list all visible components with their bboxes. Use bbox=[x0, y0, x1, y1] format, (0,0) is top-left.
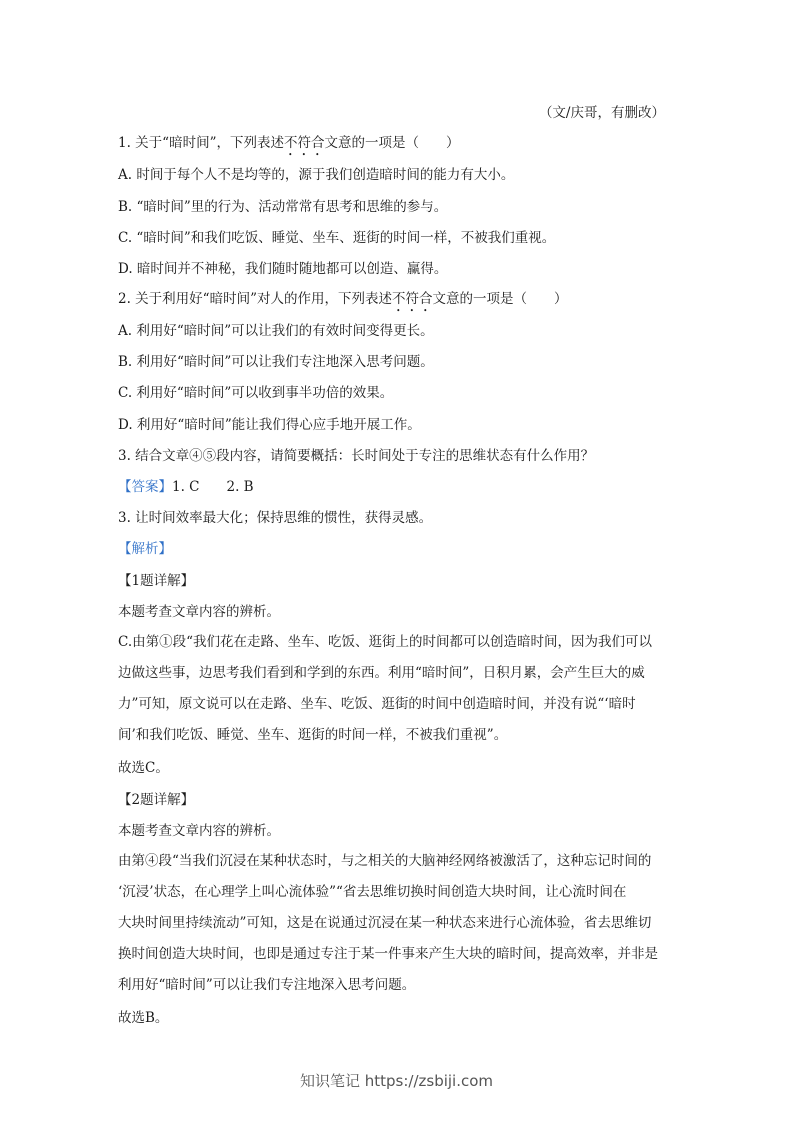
answer-text: 1. C 2. B bbox=[172, 479, 254, 495]
emphasis-not-match: 不符合 bbox=[283, 135, 325, 151]
question-1-stem: 1. 关于“暗时间”，下列表述不符合文意的一项是（ ） bbox=[118, 135, 460, 151]
question-2-stem: 2. 关于利用好“暗时间”对人的作用，下列表述不符合文意的一项是（ ） bbox=[118, 291, 568, 307]
q2-option-c: C. 利用好“暗时间”可以收到事半功倍的效果。 bbox=[118, 385, 394, 401]
q1-conclusion: 故选C。 bbox=[118, 760, 169, 776]
q1-option-d: D. 暗时间并不神秘，我们随时随地都可以创造、赢得。 bbox=[118, 261, 448, 277]
question-3-stem: 3. 结合文章④⑤段内容，请简要概括：长时间处于专注的思维状态有什么作用？ bbox=[118, 448, 595, 464]
emphasis-not-match: 不符合 bbox=[391, 291, 433, 307]
q1-detail-intro: 本题考查文章内容的辨析。 bbox=[118, 604, 280, 620]
q1-option-b: B. “暗时间”里的行为、活动常常有思考和思维的参与。 bbox=[118, 199, 448, 215]
paragraph-line: ‘沉浸’状态，在心理学上叫心流体验”“省去思维切换时间创造大块时间，让心流时间在 bbox=[118, 884, 627, 900]
q1-option-c: C. “暗时间”和我们吃饭、睡觉、坐车、逛街的时间一样，不被我们重视。 bbox=[118, 230, 556, 246]
paragraph-line: 换时间创造大块时间，也即是通过专注于某一件事来产生大块的暗时间，提高效率，并非是 bbox=[118, 946, 658, 962]
source-attribution: （文/庆哥，有删改） bbox=[538, 105, 665, 121]
q1-option-a: A. 时间于每个人不是均等的，源于我们创造暗时间的能力有大小。 bbox=[118, 167, 515, 183]
paragraph-line: 利用好“暗时间”可以让我们专注地深入思考问题。 bbox=[118, 977, 416, 993]
paragraph-line: 力”可知，原文说可以在走路、坐车、吃饭、逛街的时间中创造暗时间，并没有说“‘暗时 bbox=[118, 696, 636, 712]
paragraph-line: 间’和我们吃饭、睡觉、坐车、逛街的时间一样，不被我们重视”。 bbox=[118, 727, 508, 743]
paragraph-line: C.由第①段“我们花在走路、坐车、吃饭、逛街上的时间都可以创造暗时间，因为我们可以 bbox=[118, 634, 653, 650]
answer-tag: 【答案】 bbox=[118, 479, 172, 495]
q1-detail-paragraph bbox=[118, 627, 678, 751]
answer-line bbox=[118, 478, 254, 496]
footer-watermark: 知识笔记 https://zsbiji.com bbox=[299, 1072, 494, 1090]
q1-detail-heading: 【1题详解】 bbox=[118, 573, 195, 589]
q2-detail-paragraph bbox=[118, 846, 678, 1001]
paragraph-line: 边做这些事，边思考我们看到和学到的东西。利用“暗时间”，日积月累，会产生巨大的威 bbox=[118, 665, 645, 681]
q2-conclusion: 故选B。 bbox=[118, 1010, 169, 1026]
q2-option-d: D. 利用好“暗时间”能让我们得心应手地开展工作。 bbox=[118, 417, 421, 433]
q2-detail-heading: 【2题详解】 bbox=[118, 792, 195, 808]
analysis-tag: 【解析】 bbox=[118, 541, 172, 557]
paragraph-line: 大块时间里持续流动”可知，这是在说通过沉浸在某一种状态来进行心流体验，省去思维切 bbox=[118, 915, 652, 931]
paragraph-line: 由第④段“当我们沉浸在某种状态时，与之相关的大脑神经网络被激活了，这种忘记时间的 bbox=[118, 853, 652, 869]
q2-detail-intro: 本题考查文章内容的辨析。 bbox=[118, 823, 280, 839]
answer-line-2: 3. 让时间效率最大化；保持思维的惯性，获得灵感。 bbox=[118, 510, 433, 526]
q2-option-b: B. 利用好“暗时间”可以让我们专注地深入思考问题。 bbox=[118, 354, 434, 370]
q2-option-a: A. 利用好“暗时间”可以让我们的有效时间变得更长。 bbox=[118, 323, 434, 339]
